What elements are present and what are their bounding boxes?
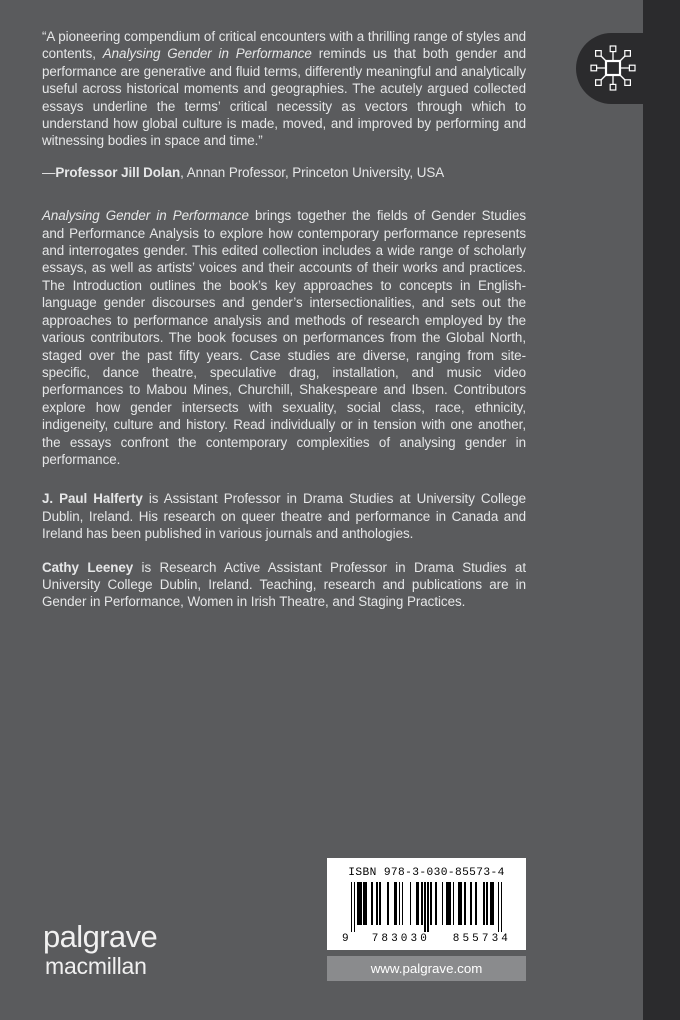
author-name-leeney: Cathy Leeney xyxy=(42,559,134,575)
barcode-digit-left: 9 xyxy=(342,933,349,945)
book-description xyxy=(42,207,526,468)
publisher-logo-macmillan: macmillan xyxy=(45,953,147,979)
attribution-name: Professor Jill Dolan xyxy=(55,164,181,180)
publisher-url-bar[interactable] xyxy=(327,956,526,981)
palgrave-network-star-icon xyxy=(587,42,639,94)
attribution-dash: — xyxy=(42,164,56,180)
publisher-logo xyxy=(43,921,157,978)
endorsement-quote xyxy=(42,28,526,150)
author-bio-halferty xyxy=(42,490,526,542)
endorsement-quote-part1: “A pioneering compendium of critical encounters with a thrilling range of styles and contents, xyxy=(42,29,526,62)
author-bio-text-leeney: is Research Active Assistant Professor in Drama Studies at University College Dublin, Ireland. Teaching, research and publications are in Gender in Performance, Women in Irish Theatre, and Staging Practices. xyxy=(42,559,526,610)
barcode-area xyxy=(327,858,526,981)
author-bio-leeney xyxy=(42,559,526,611)
description-book-title: Analysing Gender in Performance xyxy=(42,208,249,224)
endorsement-attribution xyxy=(42,164,526,181)
endorsement-quote-part2: reminds us that both gender and performance are generative and fluid terms, differently meaningful and analytically useful across historical moments and geographies. The acutely argued collected essays underline the terms’ critical necessity as vectors through which to understand how global culture is made, moved, and improved by performing and witnessing bodies in space and time.” xyxy=(42,46,527,149)
endorsement-book-title: Analysing Gender in Performance xyxy=(102,46,312,62)
barcode-bars xyxy=(341,882,512,932)
publisher-badge xyxy=(576,33,680,104)
attribution-affiliation: , Annan Professor, Princeton University, USA xyxy=(180,164,445,180)
publisher-logo-palgrave: palgrave xyxy=(43,919,158,954)
description-body: brings together the fields of Gender Studies and Performance Analysis to explore how contemporary performance represents and interrogates gender. This edited collection includes a wide range of scholarly essays, as well as artists’ voices and their accounts of their works and practices. The Introduction outlines the book’s key approaches to concepts in English-language gender discourses and gender’s intersectionalities, and sets out the approaches to performance analysis and methods of research employed by the various contributors. The book focuses on performances from the Global North, staged over the past fifty years. Case studies are diverse, ranging from site-specific, dance theatre, speculative drag, installation, and music video performances to Mabou Mines, Churchill, Shakespeare and Ibsen. Contributors explore how gender intersects with sexuality, social class, race, ethnicity, indigeneity, culture and history. Read individually or in tension with one another, the essays confront the contemporary complexities of analysing gender in performance. xyxy=(42,208,526,467)
spine-strip xyxy=(643,0,680,1020)
barcode-box xyxy=(327,858,526,950)
author-name-halferty: J. Paul Halferty xyxy=(42,491,143,507)
isbn-text: ISBN 978-3-030-85573-4 xyxy=(348,867,505,879)
barcode-digit-group-2: 855734 xyxy=(452,933,511,945)
cover-text-block xyxy=(42,28,526,611)
author-bio-text-halferty: is Assistant Professor in Drama Studies at University College Dublin, Ireland. His research on queer theatre and performance in Canada and Ireland has been published in various journals and anthologies. xyxy=(42,491,526,542)
barcode-digit-group-1: 783030 xyxy=(371,933,430,945)
barcode-digits xyxy=(341,933,512,945)
publisher-url-text: www.palgrave.com xyxy=(370,961,483,976)
